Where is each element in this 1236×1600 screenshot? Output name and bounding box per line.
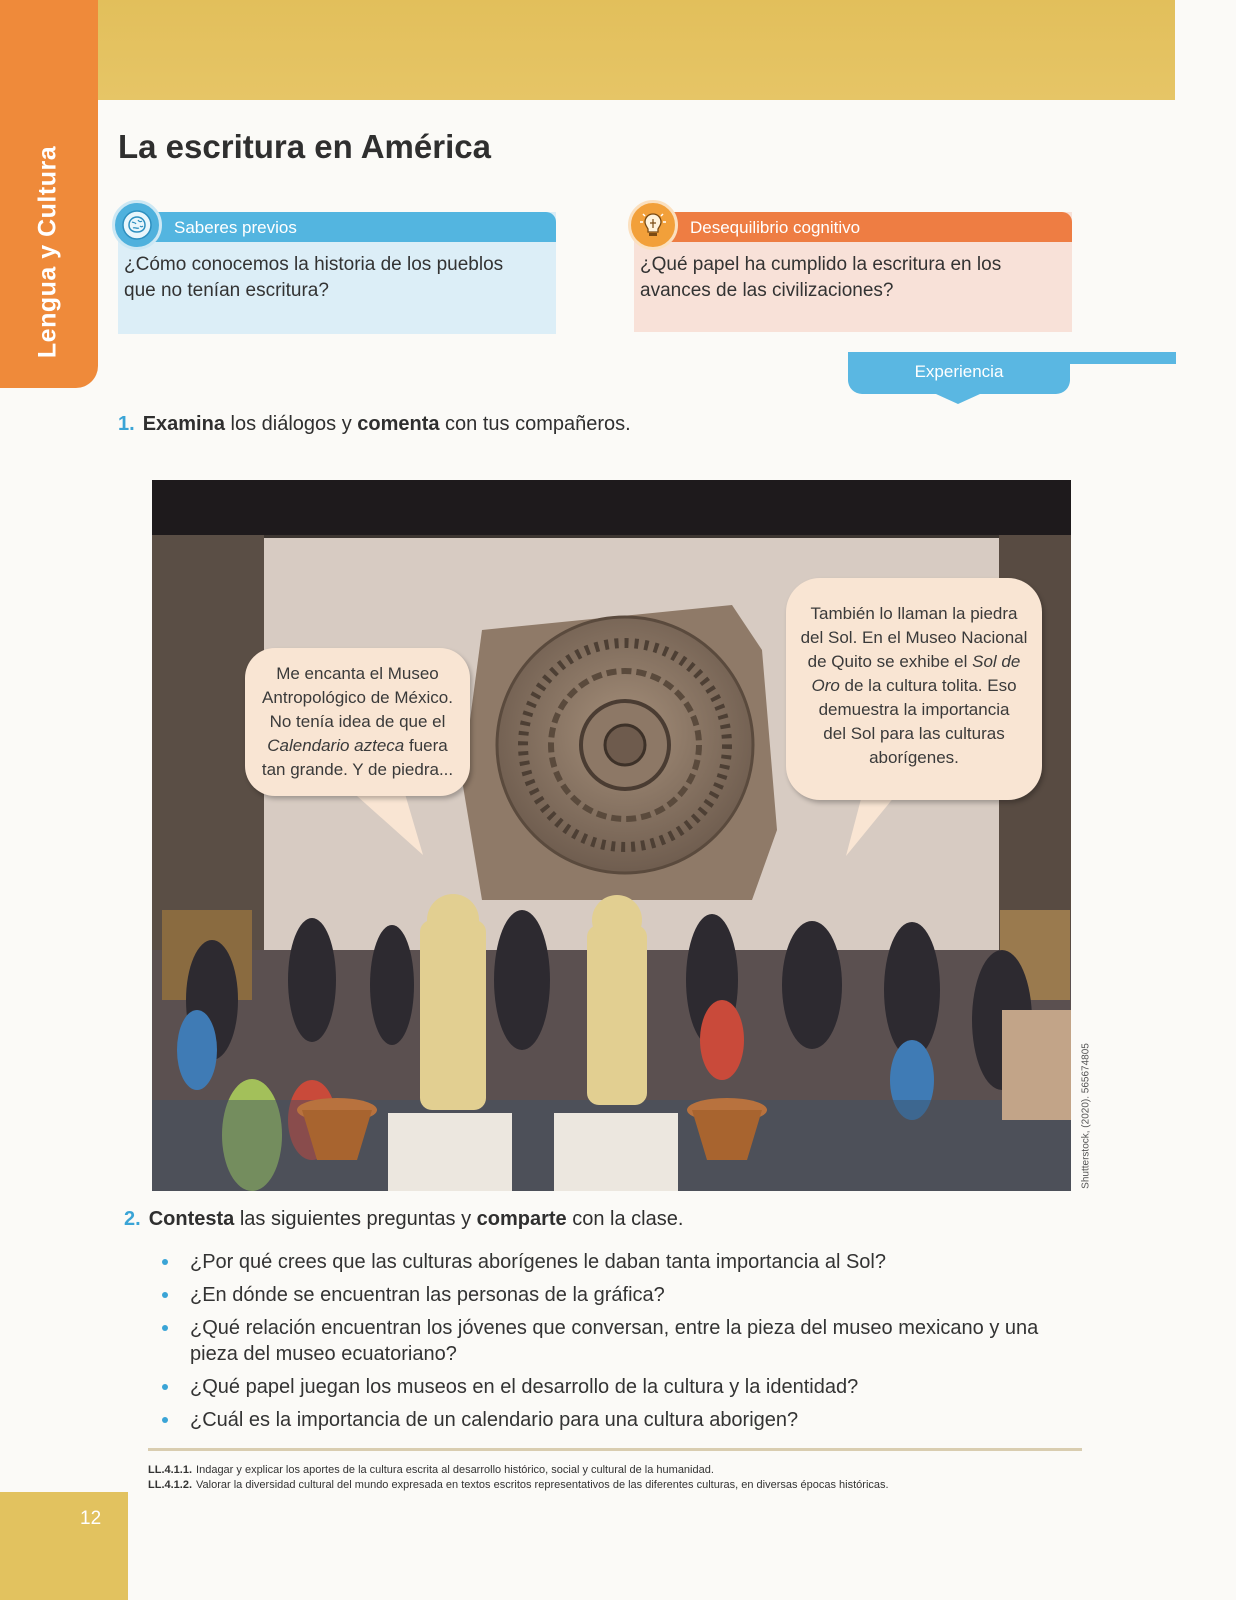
speech-bubble-right	[786, 578, 1042, 800]
question-text: ¿Qué relación encuentran los jóvenes que conversan, entre la pieza del museo mexicano y una pieza del museo ecuatoriano?	[190, 1317, 1039, 1365]
bubble-left-line-4-rest: fuera	[404, 736, 448, 755]
footer-divider	[148, 1448, 1082, 1451]
task-1-number: 1.	[118, 413, 135, 435]
question-item	[190, 1282, 1090, 1308]
speech-bubble-left	[245, 648, 470, 796]
question-item	[190, 1374, 1090, 1400]
bubble-right-line-3-pre: de Quito se exhibe el	[807, 652, 973, 671]
question-list	[190, 1249, 1090, 1440]
bubble-left-italic: Calendario azteca	[267, 736, 405, 755]
task-1-verb-2: comenta	[357, 413, 440, 435]
task-2-verb-2: comparte	[476, 1208, 567, 1230]
task-1-verb-1: Examina	[142, 413, 225, 435]
header-band	[0, 0, 1175, 100]
bubble-right-line-1: También lo llaman la piedra	[810, 604, 1018, 623]
skill-item	[148, 1478, 889, 1493]
brain-icon	[112, 200, 162, 250]
experiencia-tab: Experiencia	[848, 352, 1070, 394]
bubble-right-line-7: aborígenes.	[869, 748, 959, 767]
bubble-right-line-4	[786, 674, 1042, 698]
skill-text: Valorar la diversidad cultural del mundo expresada en textos escritos representativos de las diferentes culturas, en diversas épocas históricas.	[196, 1479, 889, 1491]
bullet-icon	[162, 1325, 168, 1331]
photo-credit: Shutterstock, (2020). 565674805	[1080, 1043, 1092, 1189]
page-number-box	[0, 1492, 128, 1600]
bubble-right-line-5: demuestra la importancia	[818, 700, 1010, 719]
skill-code: LL.4.1.2.	[148, 1479, 193, 1491]
saberes-previos-question: ¿Cómo conocemos la historia de los pueblos que no tenían escritura?	[124, 254, 504, 301]
skill-text: Indagar y explicar los aportes de la cultura escrita al desarrollo histórico, social y cultural de la humanidad.	[196, 1464, 714, 1476]
bubble-left-line-1: Me encanta el Museo	[276, 664, 439, 683]
skill-item	[148, 1463, 889, 1478]
bubble-left-line-4	[245, 734, 470, 758]
task-2-number: 2.	[124, 1208, 141, 1230]
section-tab-label: Lengua y Cultura	[33, 145, 62, 359]
task-2-text-1: las siguientes preguntas y	[234, 1208, 477, 1230]
question-text: ¿En dónde se encuentran las personas de la gráfica?	[190, 1284, 665, 1306]
bubble-left-line-5: tan grande. Y de piedra...	[261, 760, 454, 779]
bullet-icon	[162, 1384, 168, 1390]
saberes-previos-header: Saberes previos	[148, 212, 556, 242]
section-tab	[0, 0, 98, 388]
page-title: La escritura en América	[118, 128, 491, 165]
bubble-right-line-4-rest: de la cultura tolita. Eso	[839, 676, 1017, 695]
bubble-right-italic-2: Oro	[811, 676, 840, 695]
bubble-left-line-3: No tenía idea de que el	[269, 712, 446, 731]
task-1	[118, 413, 631, 436]
skills-criteria	[148, 1463, 889, 1493]
task-1-text-2: con tus compañeros.	[439, 413, 631, 435]
task-2	[124, 1208, 683, 1231]
bubble-right-line-2: del Sol. En el Museo Nacional	[800, 628, 1028, 647]
saberes-previos-box	[118, 212, 556, 334]
bullet-icon	[162, 1259, 168, 1265]
bubble-right-line-6: del Sol para las culturas	[823, 724, 1005, 743]
question-text: ¿Qué papel juegan los museos en el desarrollo de la cultura y la identidad?	[190, 1376, 859, 1398]
bullet-icon	[162, 1292, 168, 1298]
skill-code: LL.4.1.1.	[148, 1464, 193, 1476]
question-text: ¿Cuál es la importancia de un calendario para una cultura aborigen?	[190, 1409, 799, 1431]
bubble-right-italic-1: Sol de	[972, 652, 1021, 671]
task-2-text-2: con la clase.	[566, 1208, 684, 1230]
desequilibrio-cognitivo-box	[634, 212, 1072, 332]
desequilibrio-cognitivo-question: ¿Qué papel ha cumplido la escritura en los avances de las civilizaciones?	[640, 254, 1002, 301]
bubble-right-line-3	[786, 650, 1042, 674]
question-item	[190, 1315, 1090, 1367]
desequilibrio-cognitivo-header: Desequilibrio cognitivo	[664, 212, 1072, 242]
bubble-left-line-2: Antropológico de México.	[262, 688, 453, 707]
question-text: ¿Por qué crees que las culturas aborígenes le daban tanta importancia al Sol?	[190, 1251, 886, 1273]
question-item	[190, 1249, 1090, 1275]
task-2-verb-1: Contesta	[148, 1208, 235, 1230]
lightbulb-icon	[628, 200, 678, 250]
page-number: 12	[80, 1508, 102, 1529]
task-1-text-1: los diálogos y	[224, 413, 358, 435]
bullet-icon	[162, 1417, 168, 1423]
question-item	[190, 1407, 1090, 1433]
